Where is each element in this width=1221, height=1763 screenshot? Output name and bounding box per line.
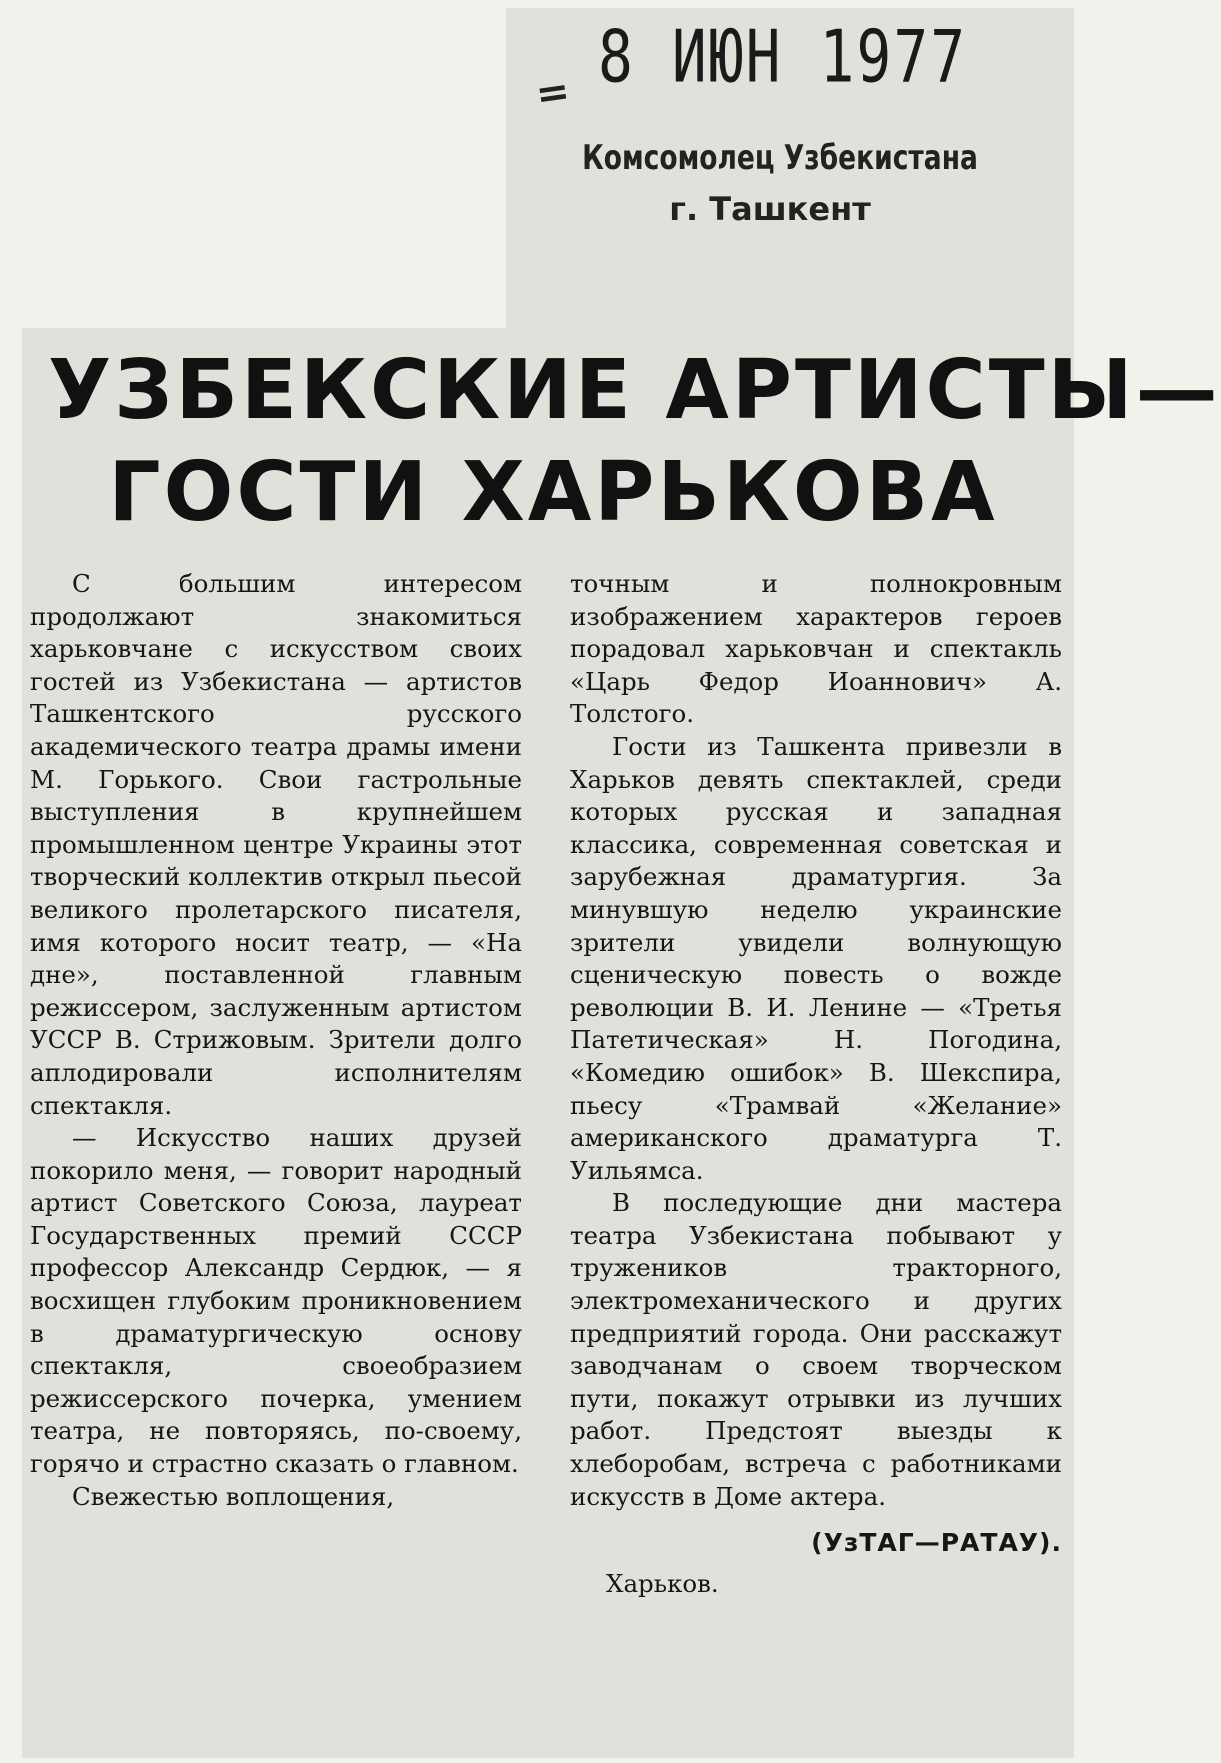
stamp-city: г. Ташкент — [669, 190, 871, 228]
paragraph: Гости из Ташкента привезли в Харьков девять спектаклей, среди которых русская и западная классика, современная советская и зарубежная драматургия. За минувшую неделю украинские зрители увидели волнующую сценическую повесть о вожде революции В. И. Ленине — «Третья Патетическая» Н. Погодина, «Комедию ошибок» В. Шекспира, пьесу «Трамвай «Желание» американского драматурга Т. Уильямса. — [570, 731, 1062, 1185]
stamp-newspaper-name: Комсомолец Узбекистана — [582, 138, 978, 178]
paragraph: В последующие дни мастера театра Узбекистана побывают у тружеников тракторного, электромеханического и других предприятий города. Они расскажут заводчанам о своем творческом пути, покажут отрывки из лучших работ. Предстоят выезды к хлеборобам, встреча с работниками искусств в Доме актера. — [570, 1188, 1062, 1511]
paragraph-continued: точным и полнокровным изображением характеров героев порадовал харьковчан и спектакль «Царь Федор Иоаннович» А. Толстого. — [570, 569, 1062, 729]
stamp-date: 8 ИЮН 1977 — [598, 14, 968, 99]
dateline-city: Харьков. — [606, 1568, 719, 1598]
headline-line-2: ГОСТИ ХАРЬКОВА — [108, 445, 998, 540]
article-headline — [48, 340, 1221, 544]
article-column-left — [30, 568, 522, 1513]
paragraph: С большим интересом продолжают знакомиться харьковчане с искусством своих гостей из Узбекистана — артистов Ташкентского русского академического театра драмы имени М. Горького. Свои гастрольные выступления в крупнейшем промышленном центре Украины этот творческий коллектив открыл пьесой великого пролетарского писателя, имя которого носит театр, — «На дне», поставленной главным режиссером, заслуженным артистом УССР В. Стрижовым. Зрители долго аплодировали исполнителям спектакля. — [30, 569, 522, 1120]
archive-mark: = — [532, 67, 573, 119]
paragraph: Свежестью воплощения, — [72, 1481, 395, 1511]
article-column-right — [570, 568, 1062, 1600]
news-agency-signature: (УзТАГ—РАТАУ). — [811, 1528, 1062, 1558]
paragraph: — Искусство наших друзей покорило меня, — говорит народный артист Советского Союза, лауреат Государственных премий СССР профессор Александр Сердюк, — я восхищен глубоким проникновением в драматургическую основу спектакля, своеобразием режиссерского почерка, умением театра, не повторяясь, по-своему, горячо и страстно сказать о главном. — [30, 1123, 522, 1479]
headline-line-1: УЗБЕКСКИЕ АРТИСТЫ— — [48, 343, 1221, 438]
